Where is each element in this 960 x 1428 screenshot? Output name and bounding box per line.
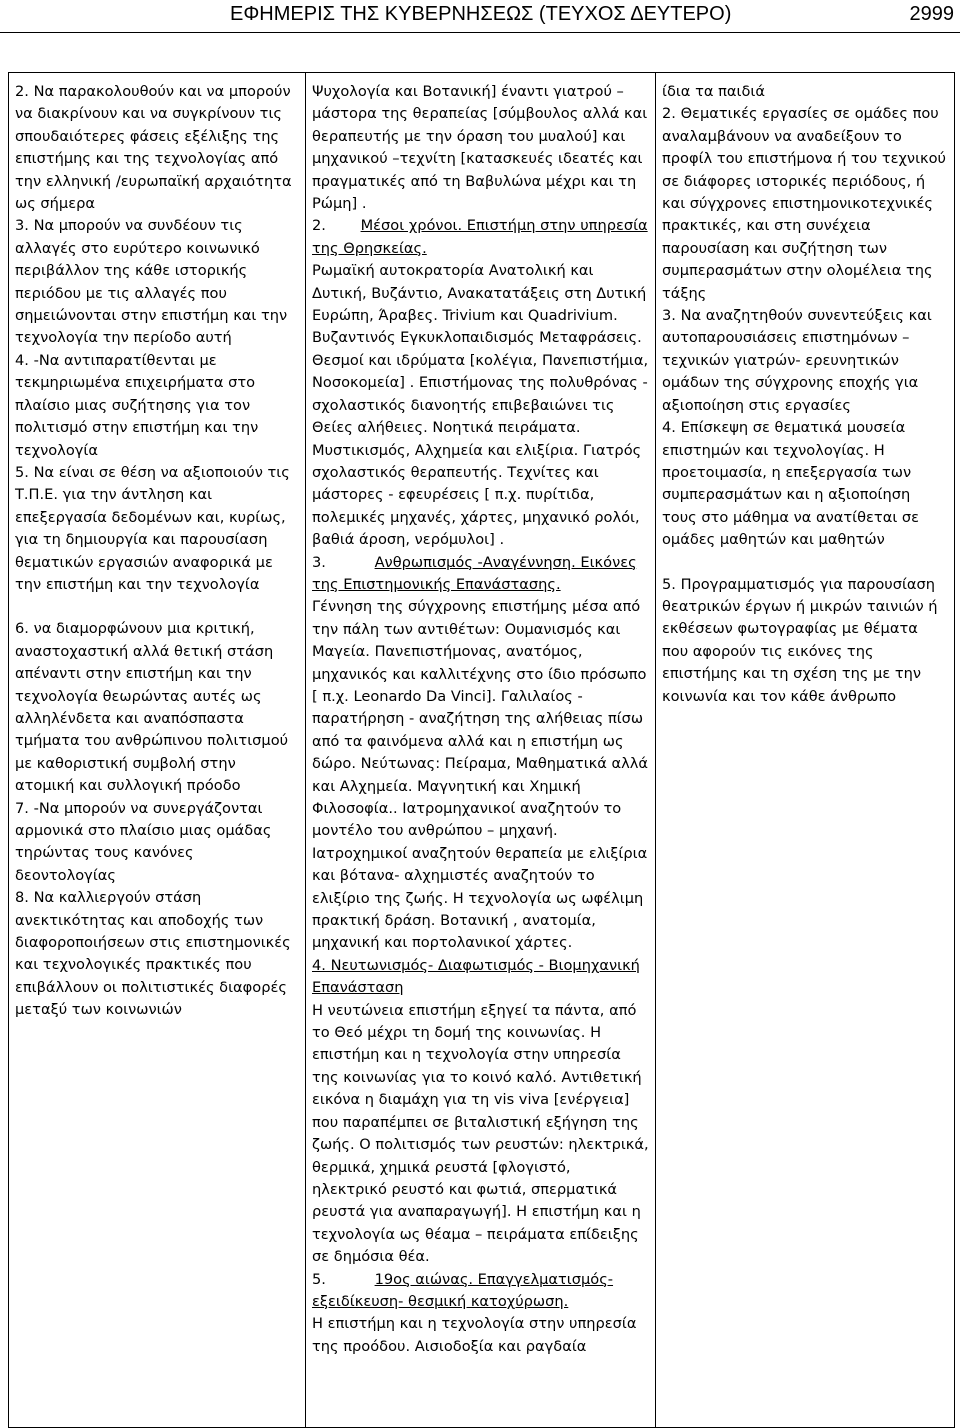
activities-intro: ίδια τα παιδιά bbox=[662, 83, 765, 100]
objective-7: 7. -Να μπορούν να συνεργάζονται αρμονικά στο πλαίσιο μιας ομάδας τηρώντας τους κανόνες δεοντολογίας bbox=[15, 799, 272, 884]
objective-5: 5. Να είναι σε θέση να αξιοποιούν τις Τ.Π.Ε. για την άντληση και επεξεργασία δεδομένων και, κυρίως, για τη δημιουργία και παρουσίαση θεματικών εργασιών αναφορικά με την επιστήμη και την τεχνολογία bbox=[15, 463, 290, 593]
objective-6: 6. να διαμορφώνουν μια κριτική, αναστοχαστική αλλά θετική στάση απέναντι στην επιστήμη και την τεχνολογία θεωρώντας αυτές ως αλληλένδετα και αναπόσπαστα τμήματα του ανθρώπινου πολιτισμού με καθοριστική συμβολή στην ατομική και συλλογική πρόοδο bbox=[15, 620, 289, 795]
section-5-body: Η επιστήμη και η τεχνολογία στην υπηρεσία της προόδου. Αισιοδοξία και ραγδαία bbox=[312, 1315, 637, 1355]
page-header bbox=[0, 0, 960, 30]
curriculum-table bbox=[8, 72, 955, 1428]
section-5-title: 19ος αιώνας. Επαγγελματισμός- εξειδίκευση- θεσμική κατοχύρωση. bbox=[312, 1270, 614, 1310]
activity-2: 2. Θεματικές εργασίες σε ομάδες που αναλαμβάνουν να αναδείξουν το προφίλ του επιστήμονα ή του τεχνικού σε διάφορες ιστορικές περιόδους, ή και σύγχρονες επιστημονικοτεχνικές πρακτικές, και στη συνέχεια παρουσίαση και συζήτηση των συμπερασμάτων στην ολομέλεια της τάξης bbox=[662, 105, 946, 302]
section-2-title: Μέσοι χρόνοι. Επιστήμη στην υπηρεσία της Θρησκείας. bbox=[312, 217, 648, 257]
objective-3: 3. Να μπορούν να συνδέουν τις αλλαγές στο ευρύτερο κοινωνικό περιβάλλον της κάθε ιστορικής περιόδου με τις αλλαγές που σημειώνονται στην επιστήμη και την τεχνολογία την περίοδο αυτή bbox=[15, 217, 288, 347]
header-divider bbox=[0, 32, 960, 33]
activity-3: 3. Να αναζητηθούν συνεντεύξεις και αυτοπαρουσιάσεις επιστημόνων –τεχνικών γιατρών- ερευνητικών ομάδων της σύγχρονης εποχής για αξιοποίηση στις εργασίες bbox=[662, 307, 932, 414]
content-intro: Ψυχολογία και Βοτανική] έναντι γιατρού – μάστορα της θεραπείας [σύμβουλος αλλά και θεραπευτής με την όραση του μυαλού] και μηχανικού –τεχνίτη [κατασκευές ιδεατές και πραγματικές από τη Βαβυλώνα μέχρι και τη Ρώμη] . bbox=[312, 83, 648, 213]
section-2-body: Ρωμαϊκή αυτοκρατορία Ανατολική και Δυτική, Βυζάντιο, Ανακατατάξεις στη Δυτική Ευρώπη, Άραβες. Trivium και Quadrivium. Βυζαντινός Εγκυκλοπαιδισμός Μεταφράσεις. Θεσμοί και ιδρύματα [κολέγια, Πανεπιστήμια, Νοσοκομεία] . Επιστήμονας της πολυθρόνας - σχολαστικός διανοητής επιβεβαιώνει τις Θείες αλήθειες. Νοητικά πειράματα. Μυστικισμός, Αλχημεία και ελιξίρια. Γιατρός σχολαστικός θεραπευτής. Τεχνίτες και μάστορες - εφευρέσεις [ π.χ. πυρίτιδα, πολεμικές μηχανές, χάρτες, μηχανικό ρολόι, βαθιά άροση, νερόμυλοι] . bbox=[312, 262, 649, 549]
section-3-heading bbox=[312, 552, 649, 597]
section-5-heading bbox=[312, 1269, 649, 1314]
section-3-title: Ανθρωπισμός -Αναγέννηση. Εικόνες της Επιστημονικής Επανάστασης. bbox=[312, 553, 637, 593]
section-4-title: 4. Νευτωνισμός- Διαφωτισμός - Βιομηχανική Επανάσταση bbox=[312, 956, 640, 997]
objective-2: 2. Να παρακολουθούν και να μπορούν να διακρίνουν και να συγκρίνουν τις σπουδαιότερες φάσεις εξέλιξης της επιστήμης και της τεχνολογίας από την ελληνική /ευρωπαϊκή αρχαιότητα ως σήμερα bbox=[15, 83, 292, 213]
activity-4: 4. Επίσκεψη σε θεματικά μουσεία επιστημών και τεχνολογίας. Η προετοιμασία, η επεξεργασία των συμπερασμάτων και η αξιοποίηση τους στο μάθημα να ανατίθεται σε ομάδες μαθητών και μαθητών bbox=[662, 419, 920, 549]
objective-4: 4. -Να αντιπαρατίθενται με τεκμηριωμένα επιχειρήματα στο πλαίσιο μιας συζήτησης για τον πολιτισμό στην επιστήμη και την τεχνολογία bbox=[15, 351, 259, 459]
section-5-number: 5. bbox=[312, 1270, 326, 1288]
column-activities bbox=[656, 73, 955, 1428]
section-2-heading bbox=[312, 215, 649, 260]
journal-title: ΕΦΗΜΕΡΙΣ ΤΗΣ ΚΥΒΕΡΝΗΣΕΩΣ (ΤΕΥΧΟΣ ΔΕΥΤΕΡΟ) bbox=[230, 3, 732, 25]
section-2-number: 2. bbox=[312, 217, 326, 235]
section-3-body: Γέννηση της σύγχρονης επιστήμης μέσα από την πάλη των αντιθέτων: Ουμανισμός και Μαγεία. Πανεπιστήμονας, ανατόμος, μηχανικός και καλλιτέχνης στο ίδιο πρόσωπο [ π.χ. Leonardo Da Vinci]. Γαλιλαίος - παρατήρηση - αναζήτηση της αλήθειας πίσω από τα φαινόμενα αλλά και η επιστήμη ως δώρο. Νεύτωνας: Πείραμα, Μαθηματικά αλλά και Αλχημεία. Μαγνητική και Χημική Φιλοσοφία.. Ιατρομηχανικοί αναζητούν το μοντέλο του ανθρώπου – μηχανή. Ιατροχημικοί αναζητούν θεραπεία με ελιξίρια και βότανα- αλχημιστές αναζητούν το ελιξίριο της ζωής. Η τεχνολογία ως ωφέλιμη πρακτική δράση. Βοτανική , ανατομία, μηχανική και πορτολανικοί χάρτες. bbox=[312, 598, 649, 952]
section-4-body: Η νευτώνεια επιστήμη εξηγεί τα πάντα, από το Θεό μέχρι τη δομή της κοινωνίας. Η επιστήμη και η τεχνολογία στην υπηρεσία της κοινωνίας για το κοινό καλό. Αντιθετική εικόνα η διαμάχη για τη vis viva [ενέργεια] που παραπέμπει σε βιταλιστική εξήγηση της ζωής. Ο πολιτισμός των ρευστών: ηλεκτρικά, θερμικά, χημικά ρευστά [φλογιστό, ηλεκτρικό ρευστό και φωτιά, σπερματικά ρευστά για αναπαραγωγή]. Η επιστήμη και η τεχνολογία ως θέαμα – πειράματα επίδειξης σε δημόσια θέα. bbox=[312, 1001, 649, 1266]
paragraph-gap bbox=[662, 552, 948, 574]
objective-8: 8. Να καλλιεργούν στάση ανεκτικότητας και αποδοχής των διαφοροποιήσεων στις επιστημονικές και τεχνολογικές πρακτικές που επιβάλλουν οι πολιτιστικές διαφορές μεταξύ των κοινωνιών bbox=[15, 889, 291, 1019]
page-number: 2999 bbox=[909, 3, 954, 25]
section-3-number: 3. bbox=[312, 553, 326, 571]
activity-5: 5. Προγραμματισμός για παρουσίαση θεατρικών έργων ή μικρών ταινιών ή εκθέσεων φωτογραφίας με θέματα που αφορούν τις εικόνες της επιστήμης και τη σχέση της με την κοινωνία και τον κάθε άνθρωπο bbox=[662, 575, 938, 705]
column-objectives bbox=[9, 73, 306, 1428]
column-content bbox=[306, 73, 656, 1428]
paragraph-gap bbox=[15, 596, 299, 618]
